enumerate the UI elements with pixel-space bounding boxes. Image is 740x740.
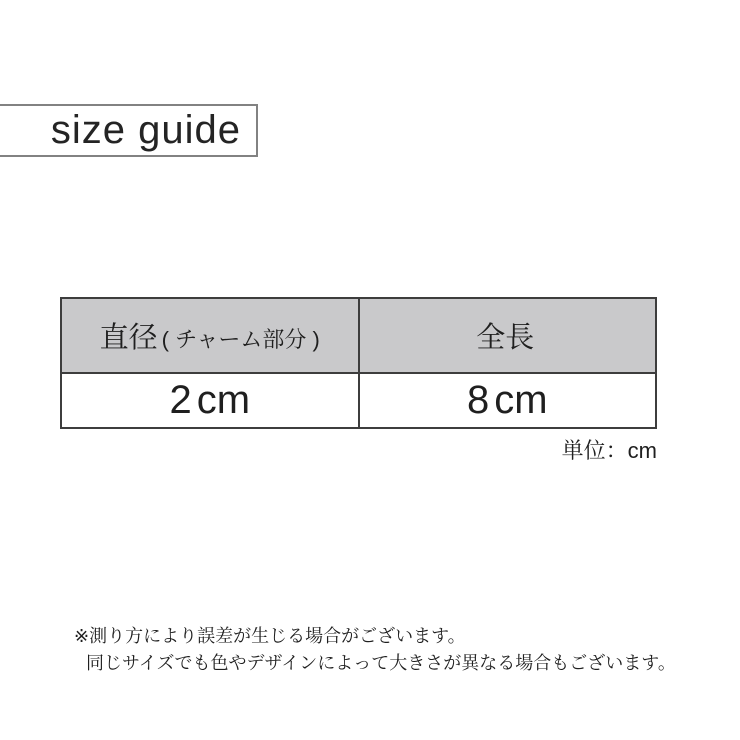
- size-table-header: [61, 298, 656, 373]
- size-guide-title-box: [0, 104, 258, 157]
- page-title: size guide: [50, 108, 241, 152]
- col-header-diameter-sublabel: ( チャーム部分 ): [161, 327, 320, 352]
- col-header-diameter: [61, 298, 359, 373]
- table-header-row: [61, 298, 656, 373]
- diameter-unit: cm: [196, 378, 251, 422]
- total-length-unit: cm: [494, 378, 548, 422]
- footnote-size-variation-disclaimer: 同じサイズでも色やデザインによって大きさが異なる場合もございます。: [86, 653, 676, 673]
- col-header-diameter-label: 直径: [99, 322, 158, 354]
- table-value-row: [61, 373, 656, 428]
- total-length-value: 8: [466, 378, 490, 422]
- cell-diameter: [61, 373, 359, 428]
- cell-total-length: [359, 373, 657, 428]
- footnote-measurement-disclaimer: ※測り方により誤差が生じる場合がございます。: [74, 626, 466, 646]
- col-header-total-length: [359, 298, 657, 373]
- footnotes: [74, 623, 676, 677]
- unit-note: 単位：cm: [561, 438, 657, 463]
- size-table: [60, 297, 657, 429]
- diameter-value: 2: [169, 378, 192, 422]
- size-table-body: [61, 373, 656, 428]
- col-header-total-length-label: 全長: [476, 322, 535, 354]
